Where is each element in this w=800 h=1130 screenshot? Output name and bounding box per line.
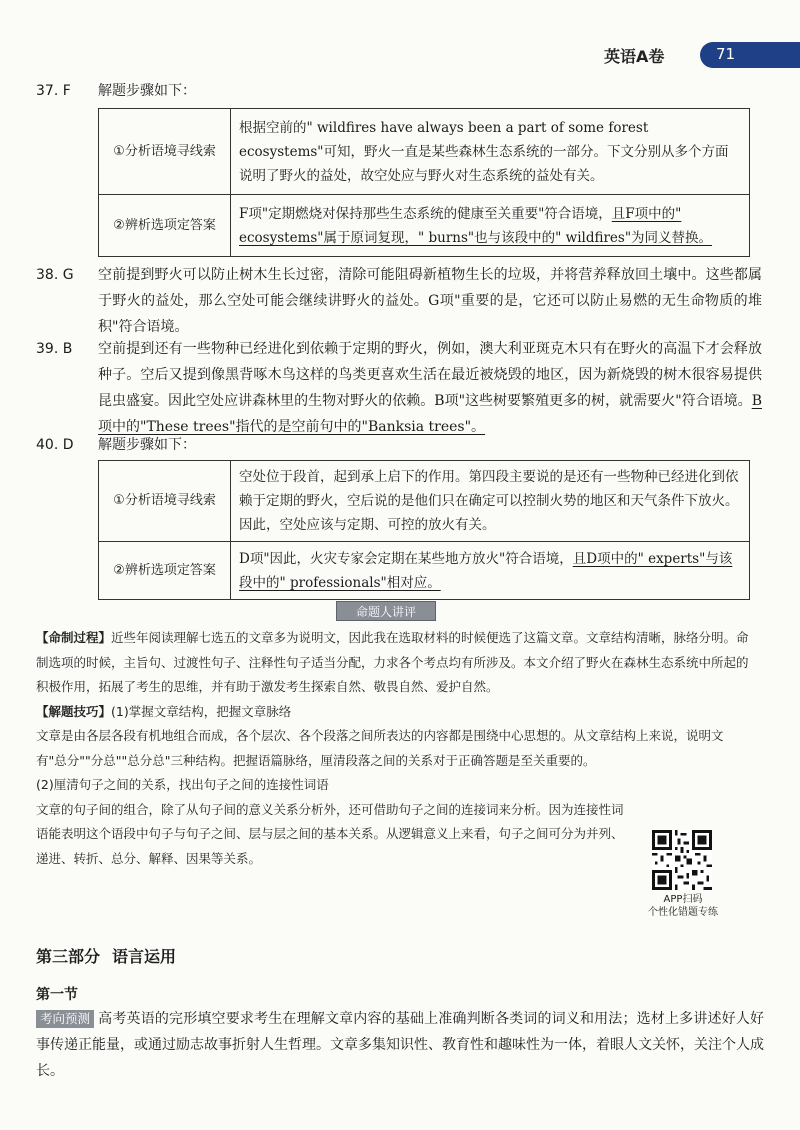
table-row <box>99 109 750 195</box>
tip2-title: (2)厘清句子之间的关系，找出句子之间的连接性词语 <box>36 777 329 792</box>
q40-heading <box>36 432 196 458</box>
part3-title: 第三部分 语言运用 <box>36 947 177 966</box>
qr-code-icon[interactable] <box>652 830 712 890</box>
q39-note: B项中的"These trees"指代的是空前句中的"Banksia trees"。 <box>98 393 762 435</box>
step-text-b: 且F项中的" ecosystems"属于原词复现，" burns"也与该段中的" wildfires"为同义替换。 <box>239 205 713 246</box>
forecast-tag: 考向预测 <box>36 1010 94 1028</box>
step-text <box>231 195 750 257</box>
q40-number: 40. D <box>36 437 74 453</box>
step-label: ②辨析选项定答案 <box>99 542 231 600</box>
q39-explanation: 空前提到还有一些物种已经进化到依赖于定期的野火，例如，澳大利亚斑克木只有在野火的高温下才会释放种子。空后又提到像黑背啄木鸟这样的鸟类更喜欢生活在最近被烧毁的地区，因为新烧毁的树木很容易提供昆虫盛宴。因此空处应讲森林里的生物对野火的依赖。B项"这些树要繁殖更多的树，就需要火"符合语境。B项中的"These trees"指代的是空前句中的"Banksia trees"。 <box>98 341 762 435</box>
forecast-text: 高考英语的完形填空要求考生在理解文章内容的基础上准确判断各类词的词义和用法；选材上多讲述好人好事传递正能量，或通过励志故事折射人生哲理。文章多集知识性、教育性和趣味性为一体，着眼人文关怀，关注个人成长。 <box>36 1011 764 1079</box>
q37-number: 37. F <box>36 83 71 99</box>
q38-explanation: 空前提到野火可以防止树木生长过密，清除可能阻碍新植物生长的垃圾，并将营养释放回土壤中。这些都属于野火的益处，那么空处可能会继续讲野火的益处。G项"重要的是，它还可以防止易燃的无生命物质的堆积"符合语境。 <box>98 267 762 335</box>
step-text-a: D项"因此，火灾专家会定期在某些地方放火"符合语境， <box>239 550 573 567</box>
page-number-tab <box>700 42 800 68</box>
process-label: 【命制过程】 <box>36 630 112 645</box>
table-row <box>99 195 750 257</box>
step-label: ②辨析选项定答案 <box>99 195 231 257</box>
process-text: 近些年阅读理解七选五的文章多为说明文，因此我在选取材料的时候便选了这篇文章。文章结构清晰，脉络分明。命制选项的时候，主旨句、过渡性句子、注释性句子适当分配，力求各个考点均有所涉及。本文介绍了野火在森林生态系统中所起的积极作用，拓展了考生的思维，并有助于激发考生探索自然、敬畏自然、爱护自然。 <box>36 630 749 694</box>
step-text: 根据空前的" wildfires have always been a part of some forest ecosystems"可知，野火一直是某些森林生态系统的一部分。下文分别从多个方面说明了野火的益处，故空处应与野火对生态系统的益处有关。 <box>231 109 750 195</box>
q40-steps-table <box>98 460 750 600</box>
tips-label: 【解题技巧】 <box>36 703 112 719</box>
q37-intro: 解题步骤如下： <box>98 83 196 99</box>
q39-number: 39. B <box>36 341 73 357</box>
commentary-banner: 命题人讲评 <box>336 601 436 621</box>
exam-forecast-paragraph <box>36 1006 764 1084</box>
tip2-text: 文章的句子间的组合，除了从句子间的意义关系分析外，还可借助句子之间的连接词来分析。因为连接性词语能表明这个语段中句子与句子之间、层与层之间的基本关系。从逻辑意义上来看，句子之间可分为并列、递进、转折、总分、解释、因果等关系。 <box>36 801 624 866</box>
tip1-title: (1)掌握文章结构，把握文章脉络 <box>111 703 292 719</box>
q38-number: 38. G <box>36 267 74 283</box>
step-label: ①分析语境寻线索 <box>99 109 231 195</box>
qr-label-scan: APP扫码 <box>663 894 703 905</box>
tips-heading <box>36 700 626 725</box>
qr-label-practice: 个性化错题专练 <box>648 907 718 918</box>
step-text-b: 且D项中的" experts"与该段中的" professionals"相对应。 <box>239 550 733 591</box>
q37-heading <box>36 78 196 104</box>
part3-subtitle: 语言运用 <box>112 947 177 966</box>
tip1-text: 文章是由各层各段有机地组合而成，各个层次、各个段落之间所表达的内容都是围绕中心思想的。从文章结构上来说，说明文有"总分""分总""总分总"三种结构。把握语篇脉络，厘清段落之间的关系对于正确答题是至关重要的。 <box>36 728 724 768</box>
table-row <box>99 542 750 600</box>
book-title: 英语A卷 <box>604 47 665 66</box>
commentary <box>36 626 749 871</box>
step-text-a: F项"定期燃烧对保持那些生态系统的健康至关重要"符合语境， <box>239 205 612 222</box>
page-number: 71 <box>716 45 736 63</box>
q40-intro: 解题步骤如下： <box>98 437 196 453</box>
process-paragraph <box>36 626 752 700</box>
step-text: 空处位于段首，起到承上启下的作用。第四段主要说的是还有一些物种已经进化到依赖于定期的野火，空后说的是他们只在确定可以控制火势的地区和天气条件下放火。因此，空处应该与定期、可控的放火有关。 <box>231 461 750 542</box>
step-text <box>231 542 750 600</box>
q37-steps-table <box>98 108 750 257</box>
section1-title: 第一节 <box>36 987 78 1003</box>
step-label: ①分析语境寻线索 <box>99 461 231 542</box>
table-row <box>99 461 750 542</box>
